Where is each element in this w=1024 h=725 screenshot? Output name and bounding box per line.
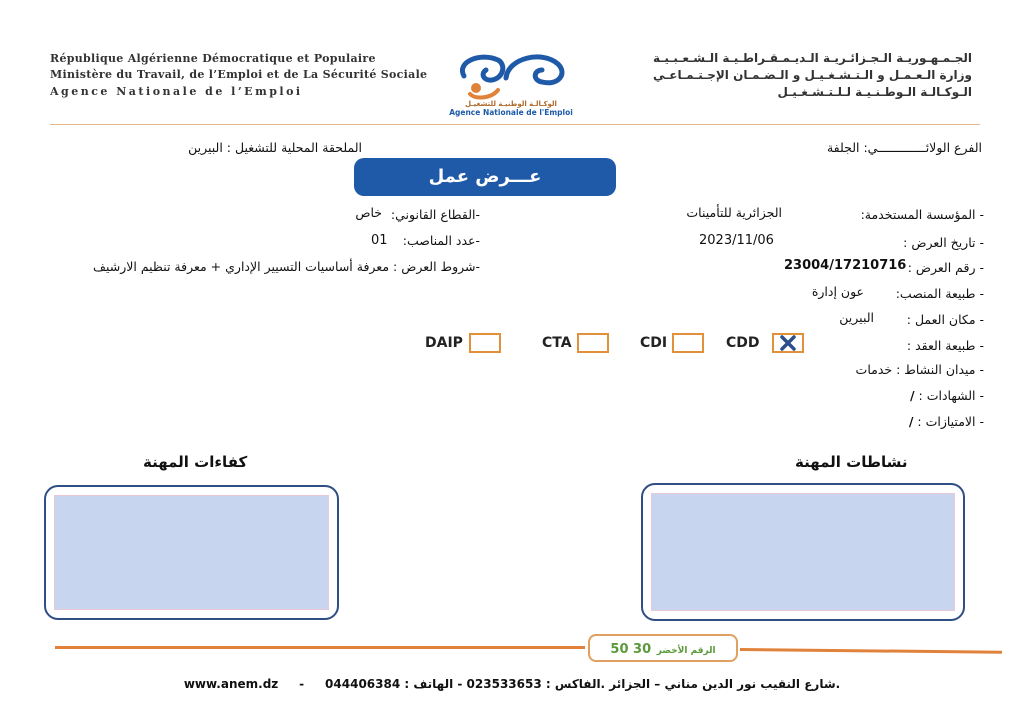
header-ar-republic: الجـمـهـوريـة الـجـزائـريـة الـديـمـقـراطـيـة الـشـعـبـيـة bbox=[653, 51, 972, 65]
workplace-value: البيرين bbox=[839, 310, 874, 325]
footer-separator: - bbox=[299, 677, 305, 691]
post-type-label: - طبيعة المنصب: bbox=[895, 286, 984, 301]
footer-line-left bbox=[55, 646, 585, 649]
sector-value: خاص bbox=[355, 205, 382, 220]
local-annex bbox=[188, 140, 362, 155]
header-fr-ministry: Ministère du Travail, de l’Emploi et de La Sécurité Sociale bbox=[50, 68, 428, 81]
cdi-checkbox[interactable] bbox=[672, 333, 704, 353]
workplace-label: - مكان العمل : bbox=[906, 312, 984, 327]
benefits-value: / bbox=[908, 414, 914, 429]
activity-value: خدمات bbox=[855, 362, 893, 377]
footer-contact bbox=[60, 677, 964, 691]
benefits-label: - الامتيازات : bbox=[917, 414, 984, 429]
benefits-field bbox=[909, 414, 984, 429]
skills-content bbox=[54, 495, 329, 610]
diplomas-value: / bbox=[909, 388, 915, 403]
header-fr-agency: Agence Nationale de l’Emploi bbox=[50, 85, 303, 98]
job-offer-title: عـــرض عمل bbox=[354, 158, 616, 196]
wilaya-branch bbox=[827, 140, 982, 155]
header-ar-agency: الـوكـالـة الـوطـنـيـة لـلـتـشـغـيـل bbox=[777, 85, 972, 99]
activities-title: نشاطات المهنة bbox=[795, 453, 908, 471]
footer-line-right bbox=[740, 648, 1002, 654]
daip-label: DAIP bbox=[425, 335, 463, 351]
green-number-label: الرقم الأخضر bbox=[656, 646, 716, 656]
logo-text-ar: الوكـالـة الوطنيـة للتشغيـل bbox=[465, 100, 557, 108]
diplomas-field bbox=[910, 388, 984, 403]
logo-text-fr: Agence Nationale de l'Emploi bbox=[449, 108, 573, 117]
activity-field bbox=[856, 362, 984, 377]
activity-label: - ميدان النشاط : bbox=[896, 362, 984, 377]
post-type-value: عون إدارة bbox=[811, 284, 864, 299]
cta-checkbox[interactable] bbox=[577, 333, 609, 353]
local-value: البيرين bbox=[188, 140, 223, 155]
date-label: - تاريخ العرض : bbox=[903, 235, 984, 250]
footer-address: شارع النقيب نور الدين مناني – الجزائر .الفاكس : 023533653 - الهاتف : 044406384 bbox=[325, 677, 836, 691]
header-fr-republic: République Algérienne Démocratique et Populaire bbox=[50, 52, 376, 65]
cdi-label: CDI bbox=[640, 335, 668, 351]
conditions-label: -شروط العرض : bbox=[393, 259, 480, 274]
positions-value: 01 bbox=[371, 233, 388, 248]
contract-label: - طبيعة العقد : bbox=[906, 338, 984, 353]
cross-mark-icon bbox=[774, 335, 802, 351]
date-value: 2023/11/06 bbox=[699, 233, 774, 248]
footer-dot: . bbox=[835, 677, 841, 691]
header-divider bbox=[50, 124, 980, 125]
activities-panel[interactable] bbox=[641, 483, 965, 621]
wilaya-label: الفرع الولائـــــــــــــي: bbox=[863, 140, 982, 155]
skills-title: كفاءات المهنة bbox=[143, 453, 248, 471]
employer-label: - المؤسسة المستخدمة: bbox=[860, 207, 984, 222]
cdd-checkbox[interactable] bbox=[772, 333, 804, 353]
website-link[interactable]: www.anem.dz bbox=[183, 677, 279, 691]
offer-number-value: 23004/17210716 bbox=[784, 258, 907, 273]
skills-panel[interactable] bbox=[44, 485, 339, 620]
cdd-label: CDD bbox=[726, 335, 760, 351]
local-label: الملحقة المحلية للتشغيل : bbox=[226, 140, 362, 155]
activities-content bbox=[651, 493, 955, 611]
offer-number-label: - رقم العرض : bbox=[907, 260, 984, 275]
wilaya-value: الجلفة bbox=[826, 140, 860, 155]
conditions-value: معرفة أساسيات التسيير الإداري + معرفة تنظيم الارشيف bbox=[93, 259, 390, 274]
header-ar-ministry: وزارة الـعـمـل و الـتـشـغـيـل و الـضـمـان الإجـتـمـاعـي bbox=[653, 68, 972, 82]
anem-logo-graphic bbox=[446, 44, 576, 104]
diplomas-label: - الشهادات : bbox=[918, 388, 984, 403]
green-number-value: 30 50 bbox=[610, 642, 652, 657]
employer-value: الجزائرية للتأمينات bbox=[686, 205, 782, 220]
conditions-field bbox=[93, 259, 480, 274]
daip-checkbox[interactable] bbox=[469, 333, 501, 353]
green-number-badge bbox=[588, 634, 738, 662]
sector-label: -القطاع القانوني: bbox=[390, 207, 480, 222]
cta-label: CTA bbox=[542, 335, 572, 351]
positions-label: -عدد المناصب: bbox=[402, 233, 480, 248]
